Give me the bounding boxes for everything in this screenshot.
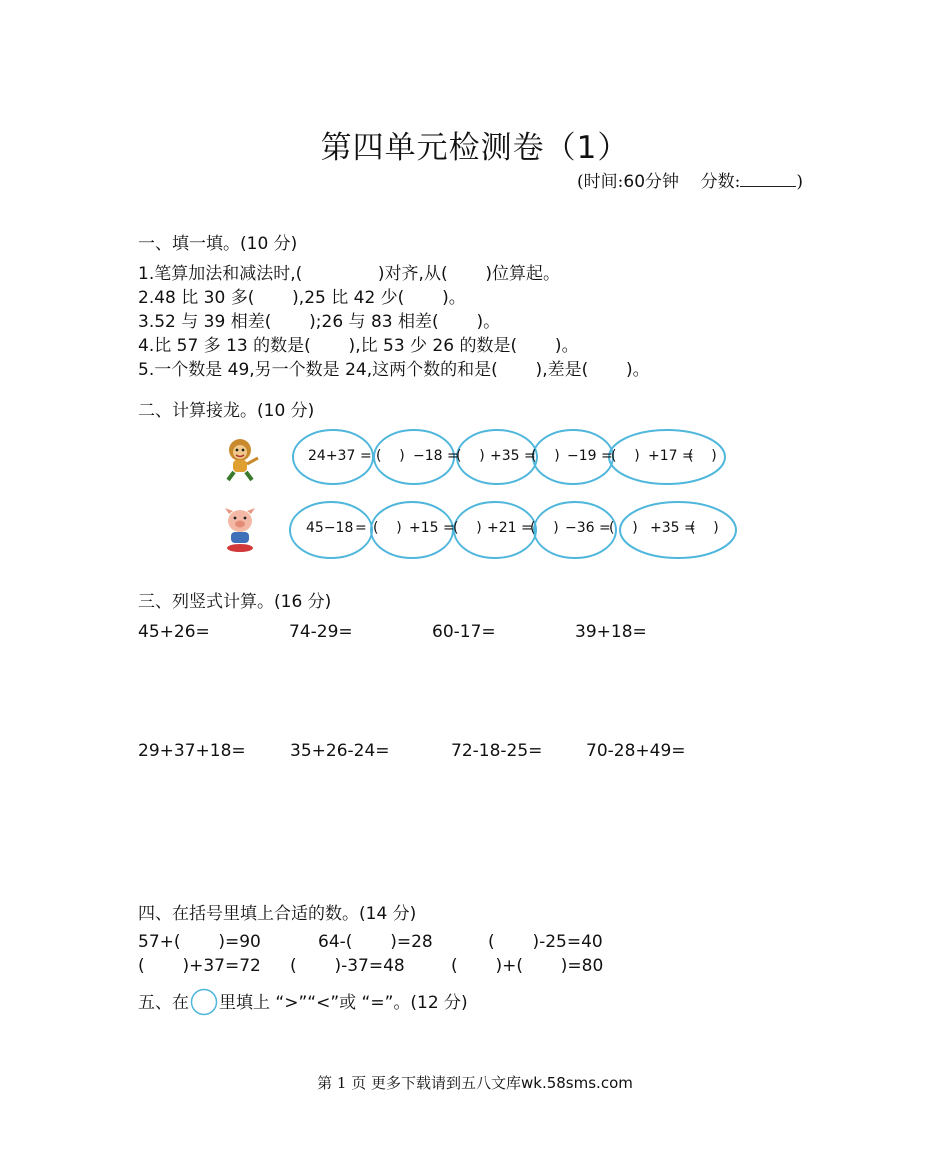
chain-step-5: +17 = bbox=[648, 448, 694, 464]
section1-item-2: 2.48 比 30 多( ),25 比 42 少( )。 bbox=[138, 288, 466, 308]
calc-4: 39+18= bbox=[575, 622, 647, 642]
section1-item-5: 5.一个数是 49,另一个数是 24,这两个数的和是( ),差是( )。 bbox=[138, 360, 650, 380]
chain-step-3: +35 = bbox=[490, 448, 536, 464]
fill-2: 64-( )=28 bbox=[318, 932, 433, 952]
section1-item-4: 4.比 57 多 13 的数是( ),比 53 少 26 的数是( )。 bbox=[138, 336, 579, 356]
calc-2: 74-29= bbox=[289, 622, 353, 642]
fill-1: 57+( )=90 bbox=[138, 932, 261, 952]
calc-1: 45+26= bbox=[138, 622, 210, 642]
monkey-icon bbox=[220, 436, 262, 484]
chain-step-2: +15 = bbox=[409, 520, 455, 536]
chain-answer-blank[interactable]: ( ) bbox=[530, 520, 559, 536]
calc-6: 35+26-24= bbox=[290, 741, 390, 761]
chain-step-2: −18 = bbox=[413, 448, 459, 464]
fill-4: ( )+37=72 bbox=[138, 956, 261, 976]
calc-3: 60-17= bbox=[432, 622, 496, 642]
circle-icon bbox=[190, 989, 218, 1017]
chain-answer-blank[interactable]: ( ) bbox=[611, 448, 640, 464]
section5-suffix: 里填上 “>”“<”或 “=”。(12 分) bbox=[219, 993, 468, 1013]
time-close-paren: ) bbox=[796, 172, 804, 192]
fill-3: ( )-25=40 bbox=[488, 932, 603, 952]
section4-heading: 四、在括号里填上合适的数。(14 分) bbox=[138, 904, 417, 924]
chain-step-1: = bbox=[355, 520, 367, 536]
chain-step-4: −36 = bbox=[565, 520, 611, 536]
chain-answer-blank[interactable]: ( ) bbox=[688, 448, 717, 464]
section1-item-1: 1.笔算加法和减法时,( )对齐,从( )位算起。 bbox=[138, 264, 561, 284]
chain-step-3: +21 = bbox=[487, 520, 533, 536]
calc-7: 72-18-25= bbox=[451, 741, 543, 761]
score-label: 分数: bbox=[700, 172, 741, 192]
chain-answer-blank[interactable]: ( ) bbox=[373, 520, 402, 536]
footer-site[interactable]: wk.58sms.com bbox=[521, 1074, 633, 1092]
calc-8: 70-28+49= bbox=[586, 741, 686, 761]
fill-5: ( )-37=48 bbox=[290, 956, 405, 976]
section3-heading: 三、列竖式计算。(16 分) bbox=[138, 592, 332, 612]
time-open-paren: ( bbox=[577, 172, 584, 192]
time-label: 时间: bbox=[583, 172, 624, 192]
section2-heading: 二、计算接龙。(10 分) bbox=[138, 401, 315, 421]
chain-answer-blank[interactable]: ( ) bbox=[609, 520, 638, 536]
chain-start: 24+37 bbox=[308, 448, 356, 464]
chain-step-1: = bbox=[360, 448, 372, 464]
chain-step-5: +35 = bbox=[650, 520, 696, 536]
section5-prefix: 五、在 bbox=[138, 993, 189, 1013]
chain-answer-blank[interactable]: ( ) bbox=[531, 448, 560, 464]
calc-5: 29+37+18= bbox=[138, 741, 246, 761]
section1-item-3: 3.52 与 39 相差( );26 与 83 相差( )。 bbox=[138, 312, 501, 332]
chain-answer-blank[interactable]: ( ) bbox=[456, 448, 485, 464]
fill-6: ( )+( )=80 bbox=[451, 956, 604, 976]
score-blank[interactable] bbox=[740, 186, 796, 187]
chain-answer-blank[interactable]: ( ) bbox=[376, 448, 405, 464]
section1-heading: 一、填一填。(10 分) bbox=[138, 234, 298, 254]
section5-heading bbox=[138, 988, 468, 1017]
chain-step-4: −19 = bbox=[567, 448, 613, 464]
pig-icon bbox=[219, 506, 261, 554]
chain-answer-blank[interactable]: ( ) bbox=[690, 520, 719, 536]
footer bbox=[0, 1072, 950, 1093]
chain-start: 45−18 bbox=[306, 520, 354, 536]
time-score-line bbox=[577, 167, 803, 192]
time-unit: 分钟 bbox=[645, 172, 680, 192]
chain-answer-blank[interactable]: ( ) bbox=[453, 520, 482, 536]
time-value: 60 bbox=[623, 172, 646, 192]
page-title: 第四单元检测卷（1） bbox=[320, 130, 630, 166]
footer-text: 第 1 页 更多下载请到五八文库 bbox=[317, 1074, 521, 1092]
